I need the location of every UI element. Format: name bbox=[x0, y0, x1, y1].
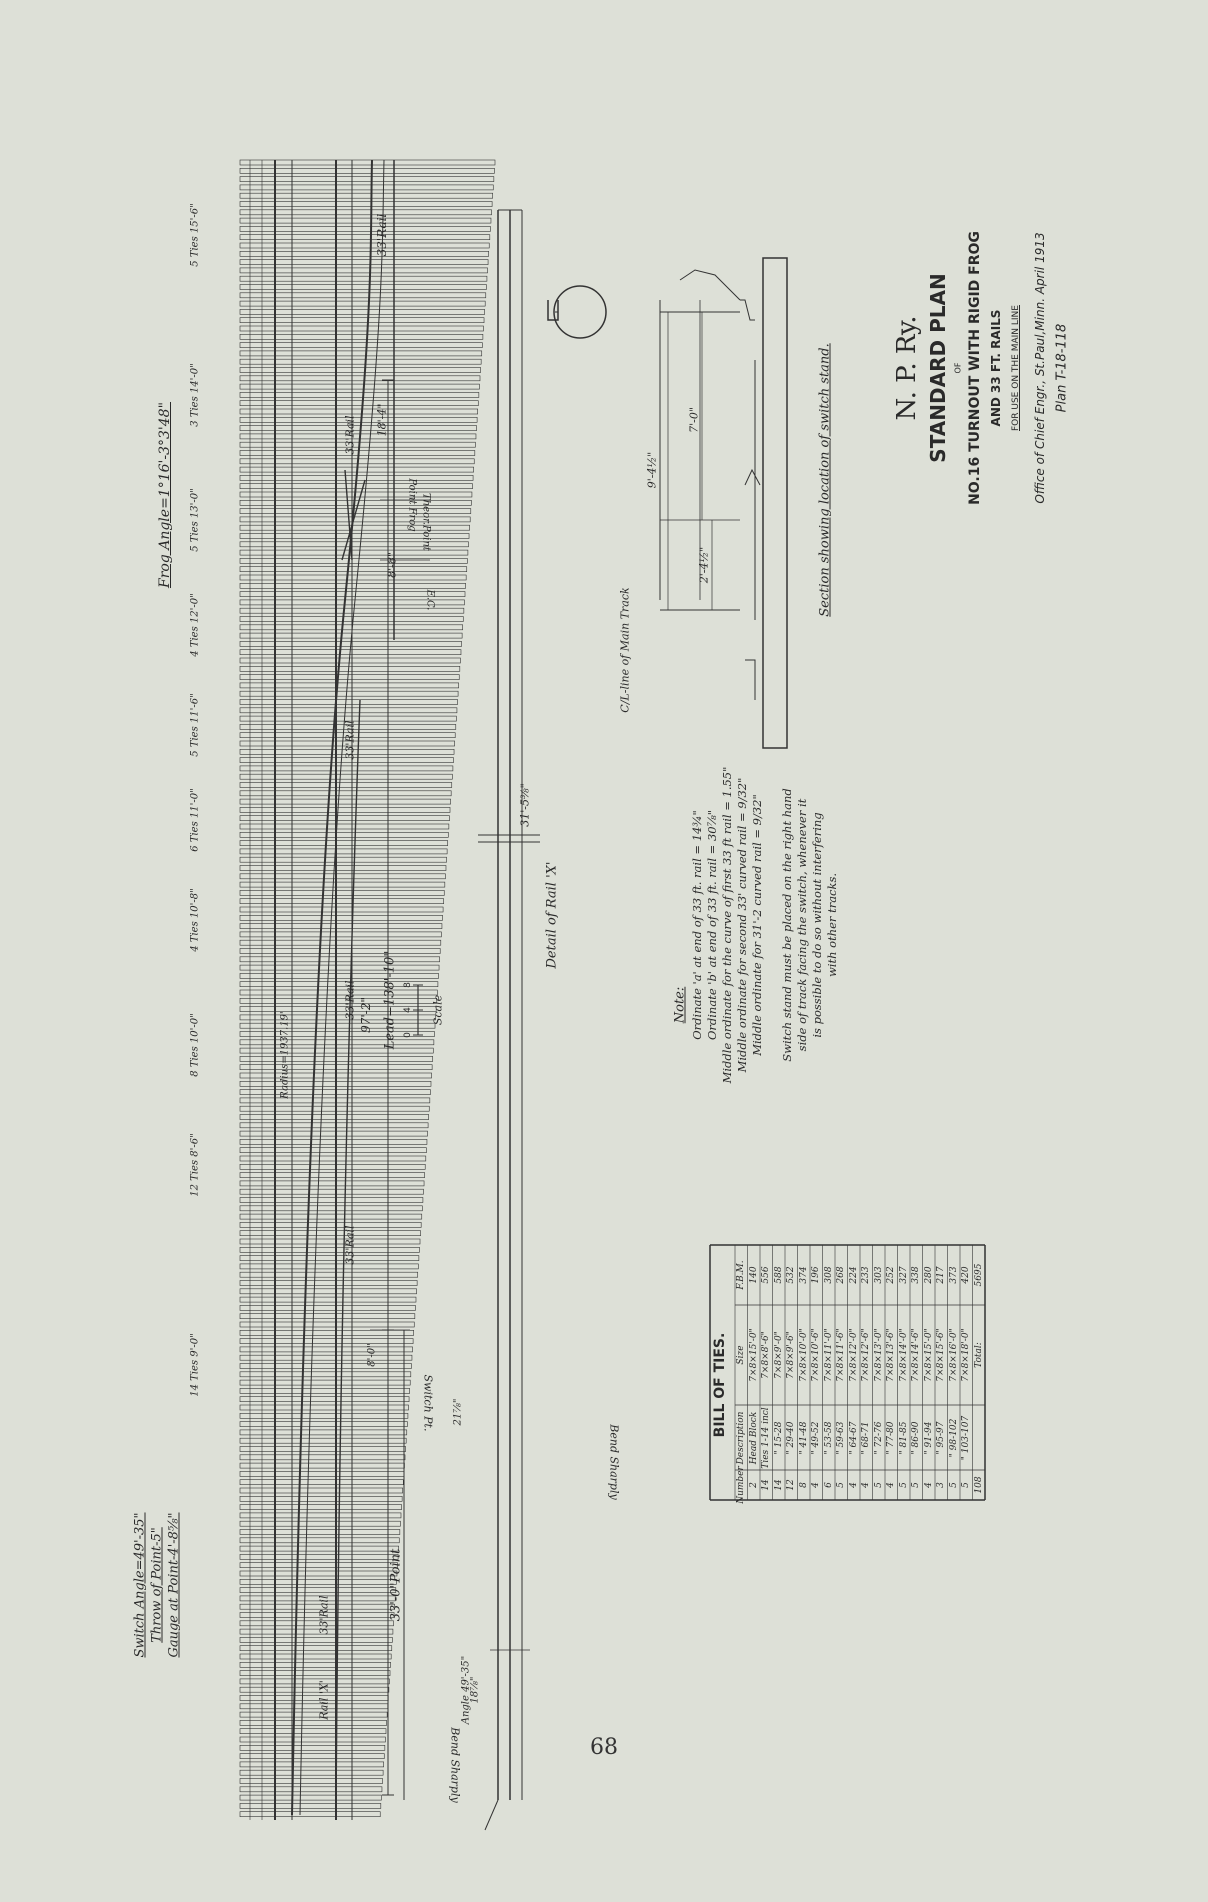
tie bbox=[240, 1297, 416, 1302]
tie bbox=[240, 799, 451, 804]
tie bbox=[240, 1513, 401, 1518]
bill-cell: 327 bbox=[898, 1266, 909, 1284]
bill-cell: " 72-76 bbox=[873, 1421, 884, 1454]
tie bbox=[240, 1671, 390, 1676]
tie bbox=[240, 1563, 398, 1568]
tie bbox=[240, 343, 482, 348]
company-name: N. P. Ry. bbox=[892, 315, 922, 421]
bill-cell: " 49-52 bbox=[811, 1421, 822, 1454]
tie bbox=[240, 700, 458, 705]
detail-rail-x-label: Detail of Rail 'X' bbox=[544, 861, 560, 969]
tie bbox=[240, 1463, 404, 1468]
tie bbox=[240, 1571, 397, 1576]
tie bbox=[240, 924, 442, 929]
bill-cell: 556 bbox=[761, 1266, 772, 1284]
tie bbox=[240, 832, 448, 837]
switch-stand-caption: Section showing location of switch stand. bbox=[817, 343, 833, 617]
rail-33-label-d: 33'Rail bbox=[343, 720, 357, 760]
bill-cell: 7×8×12'-0" bbox=[848, 1328, 859, 1382]
bill-cell: 5 bbox=[836, 1482, 847, 1488]
bill-cell: Head Block bbox=[748, 1411, 759, 1464]
tie bbox=[240, 243, 489, 248]
tie bbox=[240, 1588, 396, 1593]
scale-label: Scale bbox=[431, 994, 445, 1026]
tie bbox=[240, 1430, 407, 1435]
bill-cell: 224 bbox=[848, 1266, 859, 1284]
bill-cell: 14 bbox=[761, 1479, 772, 1491]
bill-cell: " 41-48 bbox=[798, 1421, 809, 1454]
bill-cell: 268 bbox=[836, 1266, 847, 1284]
tie bbox=[240, 1538, 399, 1543]
bill-cell: 7×8×14'-0" bbox=[898, 1328, 909, 1382]
tie bbox=[240, 1198, 423, 1203]
ties-group bbox=[240, 160, 495, 1817]
tie bbox=[240, 866, 446, 871]
tie bbox=[240, 1264, 418, 1269]
tie bbox=[240, 1222, 421, 1227]
tie-spacing-7: 5 Ties 13'-0" bbox=[189, 488, 201, 552]
tie bbox=[240, 1131, 428, 1136]
tie bbox=[240, 973, 438, 978]
tie bbox=[240, 940, 441, 945]
page-number: 68 bbox=[590, 1735, 618, 1760]
tie bbox=[240, 1679, 389, 1684]
bill-cell: 532 bbox=[786, 1266, 797, 1284]
bill-cell: 7×8×10'-0" bbox=[798, 1328, 809, 1382]
tie bbox=[240, 666, 460, 671]
tie bbox=[240, 268, 488, 273]
bill-cell: 5 bbox=[873, 1482, 884, 1488]
bill-cell: 7×8×18'-0" bbox=[961, 1328, 972, 1382]
tie bbox=[240, 1206, 422, 1211]
tie bbox=[240, 1438, 406, 1443]
bend-sharply-label-b: Bend Sharply bbox=[607, 1424, 621, 1500]
tie bbox=[240, 890, 444, 895]
rail-33-label-c: 33'Rail bbox=[343, 980, 357, 1020]
bill-cell: 7×8×10'-6" bbox=[811, 1328, 822, 1382]
tie bbox=[240, 1629, 393, 1634]
tie bbox=[240, 882, 445, 887]
tie bbox=[240, 1023, 435, 1028]
tie bbox=[240, 1654, 391, 1659]
tie bbox=[240, 915, 443, 920]
bill-cell: 7×8×12'-6" bbox=[861, 1328, 872, 1382]
tie bbox=[240, 1480, 403, 1485]
bill-cell: 7×8×9'-6" bbox=[786, 1331, 797, 1379]
bill-cell: 303 bbox=[873, 1266, 884, 1284]
bill-cell: 7×8×13'-0" bbox=[873, 1328, 884, 1382]
bill-cell: 7×8×14'-6" bbox=[911, 1328, 922, 1382]
tie bbox=[240, 1646, 392, 1651]
dim-21: 21⅞" bbox=[452, 1398, 464, 1426]
bill-cell: 108 bbox=[973, 1476, 984, 1494]
tie bbox=[240, 1164, 425, 1169]
tie bbox=[240, 1530, 400, 1535]
tie bbox=[240, 625, 463, 630]
tie bbox=[240, 301, 485, 306]
bill-cell: 373 bbox=[948, 1266, 959, 1284]
tie bbox=[240, 998, 437, 1003]
bill-header-cell: Description bbox=[736, 1411, 747, 1464]
tie bbox=[240, 1447, 406, 1452]
bill-cell: " 91-94 bbox=[923, 1421, 934, 1454]
bend-sharply-label-a: Bend Sharply bbox=[448, 1727, 462, 1803]
tie bbox=[240, 874, 445, 879]
tie bbox=[240, 368, 481, 373]
tie bbox=[240, 907, 443, 912]
tie bbox=[240, 1687, 389, 1692]
tie bbox=[240, 932, 441, 937]
bill-cell: 5 bbox=[911, 1482, 922, 1488]
bill-cell: 7×8×13'-6" bbox=[886, 1328, 897, 1382]
tie bbox=[240, 293, 486, 298]
tie bbox=[240, 1355, 412, 1360]
tie-spacing-4: 6 Ties 11'-0" bbox=[189, 788, 201, 852]
dim-31: 31'-5⅜" bbox=[518, 783, 532, 827]
switch-note-3: with other tracks. bbox=[825, 872, 839, 978]
ec-label: E.C. bbox=[424, 589, 436, 611]
use-note: FOR USE ON THE MAIN LINE bbox=[1011, 305, 1021, 431]
tie bbox=[240, 251, 489, 256]
bill-cell: " 81-85 bbox=[898, 1421, 909, 1454]
tie bbox=[240, 899, 444, 904]
bill-cell: 7×8×9'-0" bbox=[773, 1331, 784, 1379]
tie bbox=[240, 824, 449, 829]
tie bbox=[240, 957, 440, 962]
bill-cell: 217 bbox=[936, 1266, 947, 1284]
tie bbox=[240, 1281, 417, 1286]
dim-18-4: 18'-4" bbox=[375, 403, 389, 437]
bill-cell: 196 bbox=[811, 1266, 822, 1284]
switch-note-2: is possible to do so without interfering bbox=[810, 812, 824, 1038]
switch-point-label: Switch Pt. bbox=[421, 1374, 435, 1432]
rail-33-label-a: 33'Rail bbox=[317, 1595, 331, 1635]
tie bbox=[240, 675, 459, 680]
scale-tick-8: 8 bbox=[403, 982, 413, 988]
tie bbox=[240, 185, 493, 190]
tie bbox=[240, 1231, 421, 1236]
tie bbox=[240, 1015, 436, 1020]
bill-cell: Ties 1-14 incl bbox=[761, 1406, 772, 1469]
angle-label: Angle 49'-35" bbox=[460, 1655, 472, 1725]
tie bbox=[240, 783, 452, 788]
bill-cell: 7×8×15'-0" bbox=[748, 1328, 759, 1382]
tie-spacing-9: 5 Ties 15'-6" bbox=[189, 203, 201, 267]
tie bbox=[240, 376, 480, 381]
tie bbox=[240, 1397, 409, 1402]
rail-x-label: Rail 'X' bbox=[317, 1680, 331, 1720]
bill-cell: 12 bbox=[786, 1479, 797, 1491]
bill-cell: 338 bbox=[911, 1266, 922, 1284]
switch-angle-label: Switch Angle=49'-35" bbox=[132, 1512, 148, 1658]
tie bbox=[240, 1339, 413, 1344]
tie bbox=[240, 774, 452, 779]
tie bbox=[240, 359, 481, 364]
tie bbox=[240, 226, 490, 231]
tie bbox=[240, 1662, 391, 1667]
lead-dimension: Lead=138'-10" bbox=[382, 950, 398, 1050]
tie bbox=[240, 1156, 426, 1161]
bill-header-cell: Size bbox=[736, 1345, 747, 1365]
bill-cell: " 15-28 bbox=[773, 1421, 784, 1454]
tie bbox=[240, 1364, 411, 1369]
bill-cell: 420 bbox=[961, 1266, 972, 1284]
bill-cell: 140 bbox=[748, 1266, 759, 1284]
tie-spacing-2: 8 Ties 10'-0" bbox=[189, 1013, 201, 1077]
switch-stand-dim-9-4: 9'-4½" bbox=[645, 451, 659, 489]
tie bbox=[240, 575, 466, 580]
tie bbox=[240, 1214, 422, 1219]
bill-of-ties-title: BILL OF TIES. bbox=[712, 1332, 728, 1438]
switch-stand-dim-2-4: 2'-4½" bbox=[697, 546, 711, 584]
tie bbox=[240, 949, 440, 954]
tie bbox=[240, 1637, 392, 1642]
tie bbox=[240, 193, 493, 198]
tie bbox=[240, 260, 488, 265]
dim-97-2: 97'-2" bbox=[359, 997, 373, 1033]
tie-spacing-5: 5 Ties 11'-6" bbox=[189, 693, 201, 757]
bill-cell: 4 bbox=[861, 1482, 872, 1488]
bill-cell: " 77-80 bbox=[886, 1421, 897, 1454]
gauge-at-point-label: Gauge at Point-4'-8⅝" bbox=[166, 1512, 182, 1658]
dim-18: 18⅞" bbox=[469, 1676, 481, 1704]
point-frog-label: Point Frog bbox=[406, 478, 418, 532]
bill-cell: 7×8×11'-0" bbox=[823, 1328, 834, 1382]
bill-cell: 280 bbox=[923, 1266, 934, 1284]
bill-header-cell: F.B.M. bbox=[736, 1260, 747, 1290]
bill-cell: 308 bbox=[823, 1266, 834, 1284]
subtitle-turnout: NO.16 TURNOUT WITH RIGID FROG bbox=[967, 231, 983, 505]
note-line-0: Ordinate 'a' at end of 33 ft. rail = 14¾" bbox=[690, 810, 704, 1040]
rail-33-label-f: 33'Rail bbox=[375, 213, 389, 257]
tie bbox=[240, 218, 491, 223]
tie bbox=[240, 1372, 411, 1377]
bill-cell: " 86-90 bbox=[911, 1421, 922, 1454]
bill-cell: 4 bbox=[923, 1482, 934, 1488]
tie bbox=[240, 168, 494, 173]
bill-cell: 4 bbox=[848, 1482, 859, 1488]
tie bbox=[240, 1148, 426, 1153]
bill-cell: 3 bbox=[936, 1482, 947, 1488]
tie bbox=[240, 691, 458, 696]
tie-spacing-3: 4 Ties 10'-8" bbox=[189, 888, 201, 952]
radius-label: Radius=1937.19' bbox=[279, 1011, 291, 1099]
tie bbox=[240, 708, 457, 713]
tie bbox=[240, 816, 449, 821]
tie bbox=[240, 318, 484, 323]
bill-cell: " 53-58 bbox=[823, 1421, 834, 1454]
tie bbox=[240, 1347, 413, 1352]
tie bbox=[240, 1106, 429, 1111]
bill-cell: 2 bbox=[748, 1482, 759, 1488]
rail-33-label-b: 33'Rail bbox=[343, 1225, 357, 1265]
bill-cell: 7×8×16'-0" bbox=[948, 1328, 959, 1382]
scale-tick-4: 4 bbox=[403, 1007, 413, 1013]
bill-cell: 7×8×15'-6" bbox=[936, 1328, 947, 1382]
scale-tick-0: 0 bbox=[403, 1032, 413, 1038]
tie bbox=[240, 1488, 403, 1493]
bill-cell: 7×8×11'-6" bbox=[836, 1328, 847, 1382]
plan-title-of: OF bbox=[953, 362, 963, 374]
rail-33-label-e: 33'Rail bbox=[343, 415, 357, 455]
bill-cell: 4 bbox=[886, 1482, 897, 1488]
bill-cell: " 95-97 bbox=[936, 1421, 947, 1454]
bill-cell: " 59-63 bbox=[836, 1421, 847, 1454]
bill-cell: 6 bbox=[823, 1482, 834, 1488]
plan-number: Plan T-18-118 bbox=[1054, 323, 1070, 413]
tie bbox=[240, 177, 494, 182]
tie bbox=[240, 1787, 382, 1792]
bill-cell: " 98-102 bbox=[948, 1418, 959, 1457]
tie bbox=[240, 160, 495, 165]
tie bbox=[240, 841, 448, 846]
tie bbox=[240, 1803, 381, 1808]
tie-spacing-0: 14 Ties 9'-0" bbox=[189, 1333, 201, 1397]
main-track-centerline: C/L-line of Main Track bbox=[618, 587, 632, 713]
bill-header-cell: Number bbox=[736, 1466, 747, 1504]
tie bbox=[240, 1521, 400, 1526]
bill-cell: " 103-107 bbox=[961, 1415, 972, 1460]
tie bbox=[240, 1173, 425, 1178]
switch-note-1: side of track facing the switch, whenever it bbox=[795, 798, 809, 1052]
tie bbox=[240, 1455, 405, 1460]
tie bbox=[240, 1289, 417, 1294]
tie bbox=[240, 965, 439, 970]
tie bbox=[240, 1123, 428, 1128]
bill-cell: 7×8×15'-0" bbox=[923, 1328, 934, 1382]
tie bbox=[240, 1139, 427, 1144]
tie bbox=[240, 857, 447, 862]
tie bbox=[240, 1496, 402, 1501]
office-line: Office of Chief Engr., St.Paul,Minn. April 1913 bbox=[1033, 232, 1047, 504]
tie bbox=[240, 1471, 404, 1476]
bill-cell: 7×8×8'-6" bbox=[761, 1331, 772, 1379]
tie bbox=[240, 1762, 384, 1767]
tie bbox=[240, 285, 486, 290]
tie bbox=[240, 1779, 383, 1784]
tie bbox=[240, 1413, 408, 1418]
subtitle-rails: AND 33 FT. RAILS bbox=[989, 309, 1003, 427]
note-line-2: Middle ordinate for the curve of first 33 ft rail = 1.55" bbox=[720, 766, 734, 1084]
tie bbox=[240, 766, 453, 771]
tie bbox=[240, 1115, 429, 1120]
bill-cell: 588 bbox=[773, 1266, 784, 1284]
tie bbox=[240, 1388, 410, 1393]
dim-8-0: 8'-0" bbox=[366, 1343, 378, 1367]
tie bbox=[240, 849, 447, 854]
tie bbox=[240, 1770, 383, 1775]
tie bbox=[240, 990, 437, 995]
tie bbox=[240, 1239, 420, 1244]
plan-title: STANDARD PLAN bbox=[926, 273, 950, 463]
tie bbox=[240, 1505, 402, 1510]
bill-cell: 5695 bbox=[973, 1263, 984, 1287]
tie bbox=[240, 1181, 424, 1186]
tie bbox=[240, 1405, 408, 1410]
tie-spacing-8: 3 Ties 14'-0" bbox=[189, 363, 201, 427]
bill-cell: " 68-71 bbox=[861, 1421, 872, 1454]
tie bbox=[240, 1272, 418, 1277]
point-33-label: 33'-0"Point bbox=[388, 1548, 404, 1622]
tie bbox=[240, 583, 466, 588]
tie bbox=[240, 1098, 430, 1103]
bill-cell: 252 bbox=[886, 1266, 897, 1284]
switch-note-0: Switch stand must be placed on the right hand bbox=[780, 788, 794, 1062]
tie bbox=[240, 202, 492, 207]
notes-heading: Note: bbox=[672, 986, 688, 1024]
tie bbox=[240, 1422, 407, 1427]
note-line-4: Middle ordinate for 31'-2 curved rail = 9/32" bbox=[750, 794, 764, 1056]
bill-cell: 374 bbox=[798, 1266, 809, 1284]
tie bbox=[240, 334, 483, 339]
tie bbox=[240, 1579, 396, 1584]
tie bbox=[240, 683, 459, 688]
bill-cell: 8 bbox=[798, 1482, 809, 1488]
tie bbox=[240, 1247, 419, 1252]
frog-angle-label: Frog Angle=1°16'-3°3'48" bbox=[157, 401, 173, 589]
switch-stand-dim-7-0: 7'-0" bbox=[687, 407, 701, 433]
tie bbox=[240, 309, 485, 314]
tie bbox=[240, 807, 450, 812]
tie-spacing-1: 12 Ties 8'-6" bbox=[189, 1133, 201, 1197]
tie bbox=[240, 1256, 419, 1261]
throw-of-point-label: Throw of Point-5" bbox=[149, 1527, 165, 1643]
tie bbox=[240, 326, 483, 331]
theor-point-label: Theor.Point bbox=[420, 493, 432, 551]
tie bbox=[240, 351, 482, 356]
tie bbox=[240, 1546, 399, 1551]
tie bbox=[240, 791, 451, 796]
tie-spacing-6: 4 Ties 12'-0" bbox=[189, 593, 201, 657]
bill-cell: 4 bbox=[811, 1482, 822, 1488]
tie bbox=[240, 1554, 398, 1559]
bill-cell: " 29-40 bbox=[786, 1421, 797, 1454]
tie bbox=[240, 235, 490, 240]
dim-8-8: 8'-8" bbox=[385, 552, 399, 578]
tie bbox=[240, 1812, 380, 1817]
bill-cell: 5 bbox=[948, 1482, 959, 1488]
tie bbox=[240, 658, 460, 663]
tie bbox=[240, 276, 487, 281]
tie bbox=[240, 210, 492, 215]
note-line-1: Ordinate 'b' at end of 33 ft. rail = 30⅞" bbox=[705, 809, 719, 1041]
tie bbox=[240, 1305, 415, 1310]
note-line-3: Middle ordinate for second 33' curved rail = 9/32" bbox=[735, 777, 749, 1073]
bill-cell: 5 bbox=[898, 1482, 909, 1488]
bill-cell: 233 bbox=[861, 1266, 872, 1284]
tie bbox=[240, 1795, 381, 1800]
tie bbox=[240, 1380, 410, 1385]
bill-cell: 14 bbox=[773, 1479, 784, 1491]
tie bbox=[240, 1189, 423, 1194]
bill-cell: " 64-67 bbox=[848, 1421, 859, 1454]
tie bbox=[240, 1314, 415, 1319]
bill-cell: 5 bbox=[961, 1482, 972, 1488]
bill-cell: Total: bbox=[973, 1342, 984, 1368]
